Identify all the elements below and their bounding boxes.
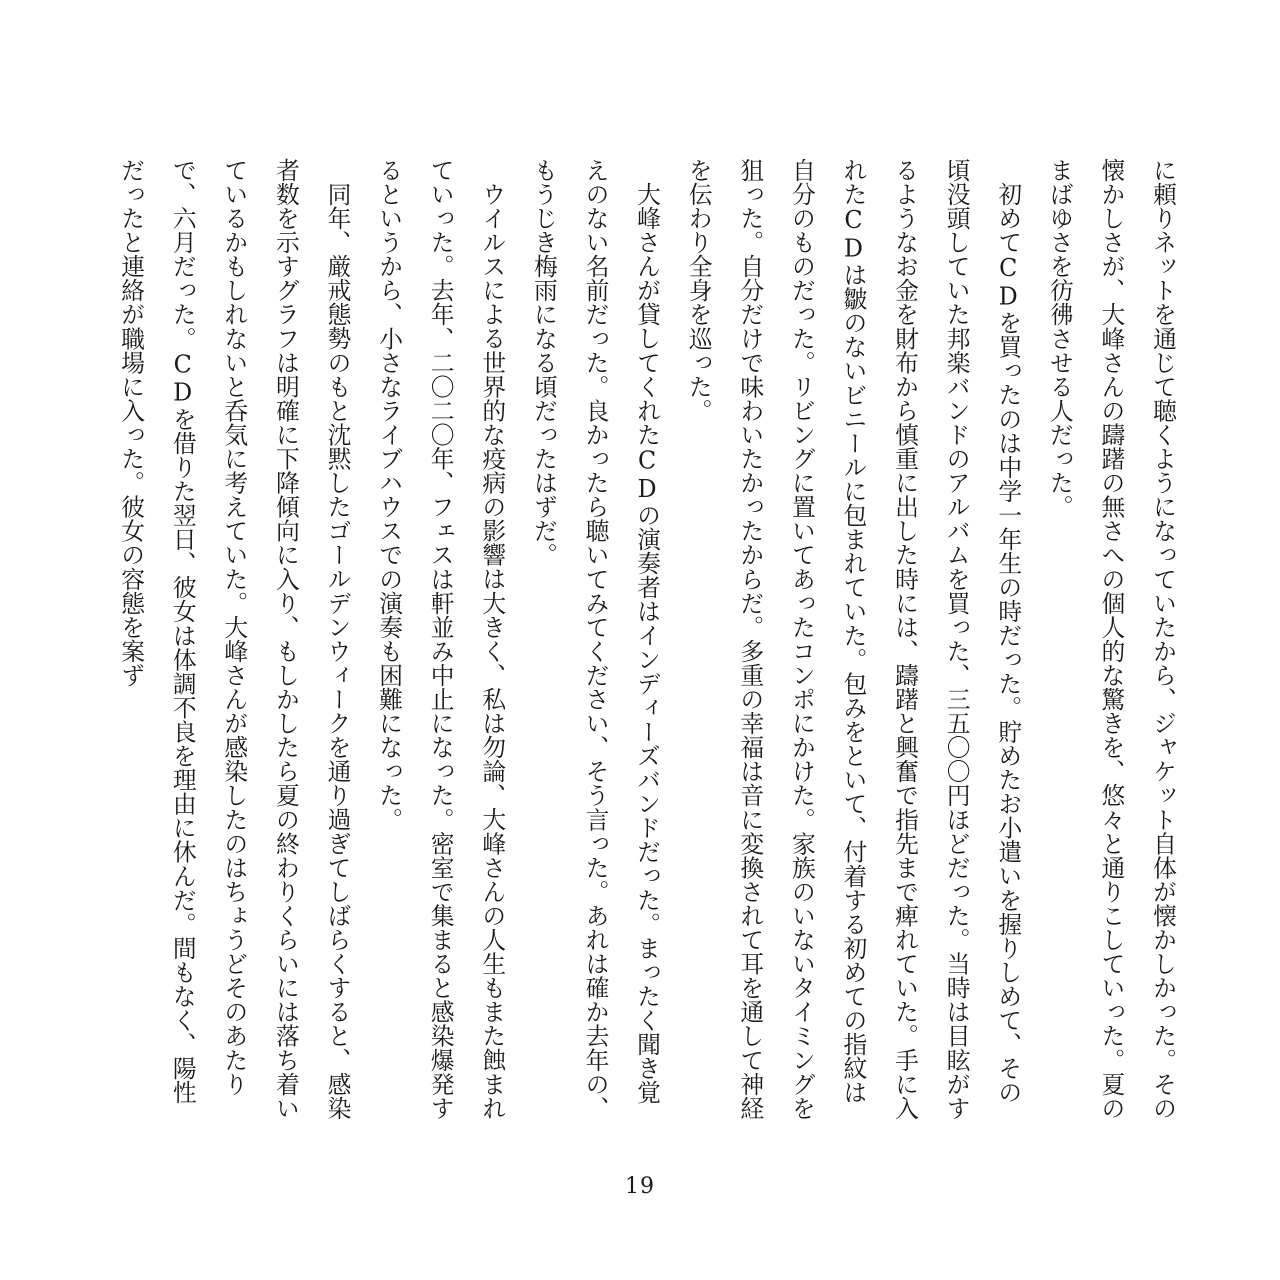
- paragraph-4: ウイルスによる世界的な疫病の影響は大きく、私は勿論、大峰さんの人生もまた蝕まれていった。去年、二〇二〇年、フェスは軒並み中止になった。密室で集まると感染爆発するというから、小さなライブハウスでの演奏も困難になった。: [375, 158, 507, 1120]
- page-number: 19: [625, 1174, 655, 1199]
- vertical-text-body: [117, 158, 1188, 1128]
- paragraph-1: に頼りネットを通じて聴くようになっていたから、ジャケット自体が懐かしかった。その懐かしさが、大峰さんの躊躇の無さへの個人的な驚きを、悠々と通りこしていった。夏のまばゆさを彷彿させる人だった。: [1045, 158, 1177, 1120]
- paragraph-5: 同年、厳戒態勢のもと沈黙したゴールデンウィークを通り過ぎてしばらくすると、感染者数を示すグラフは明確に下降傾向に入り、もしかしたら夏の終わりくらいには落ち着いているかもしれないと呑気に考えていた。大峰さんが感染したのはちょうどそのあたりで、六月だった。CDを借りた翌日、彼女は体調不良を理由に休んだ。間もなく、陽性だったと連絡が職場に入った。彼女の容態を案ず: [117, 158, 352, 1120]
- paragraph-3: 大峰さんが貸してくれたCDの演奏者はインディーズバンドだった。まったく聞き覚えのない名前だった。良かったら聴いてみてください、そう言った。あれは確か去年の、もうじき梅雨になる頃だったはずだ。: [529, 158, 662, 1120]
- paragraph-2: 初めてCDを買ったのは中学一年生の時だった。貯めたお小遣いを握りしめて、その頃没頭していた邦楽バンドのアルバムを買った、三五〇〇円ほどだった。当時は目眩がするようなお金を財布から慎重に出した時には、躊躇と興奮で指先まで痺れていた。手に入れたCDは皺のないビニールに包まれていた。包みをといて、付着する初めての指紋は自分のものだった。リビングに置いてあったコンポにかけた。家族のいないタイミングを狙った。自分だけで味わいたかったからだ。多重の幸福は音に変換されて耳を通して神経を伝わり全身を巡った。: [684, 158, 1023, 1120]
